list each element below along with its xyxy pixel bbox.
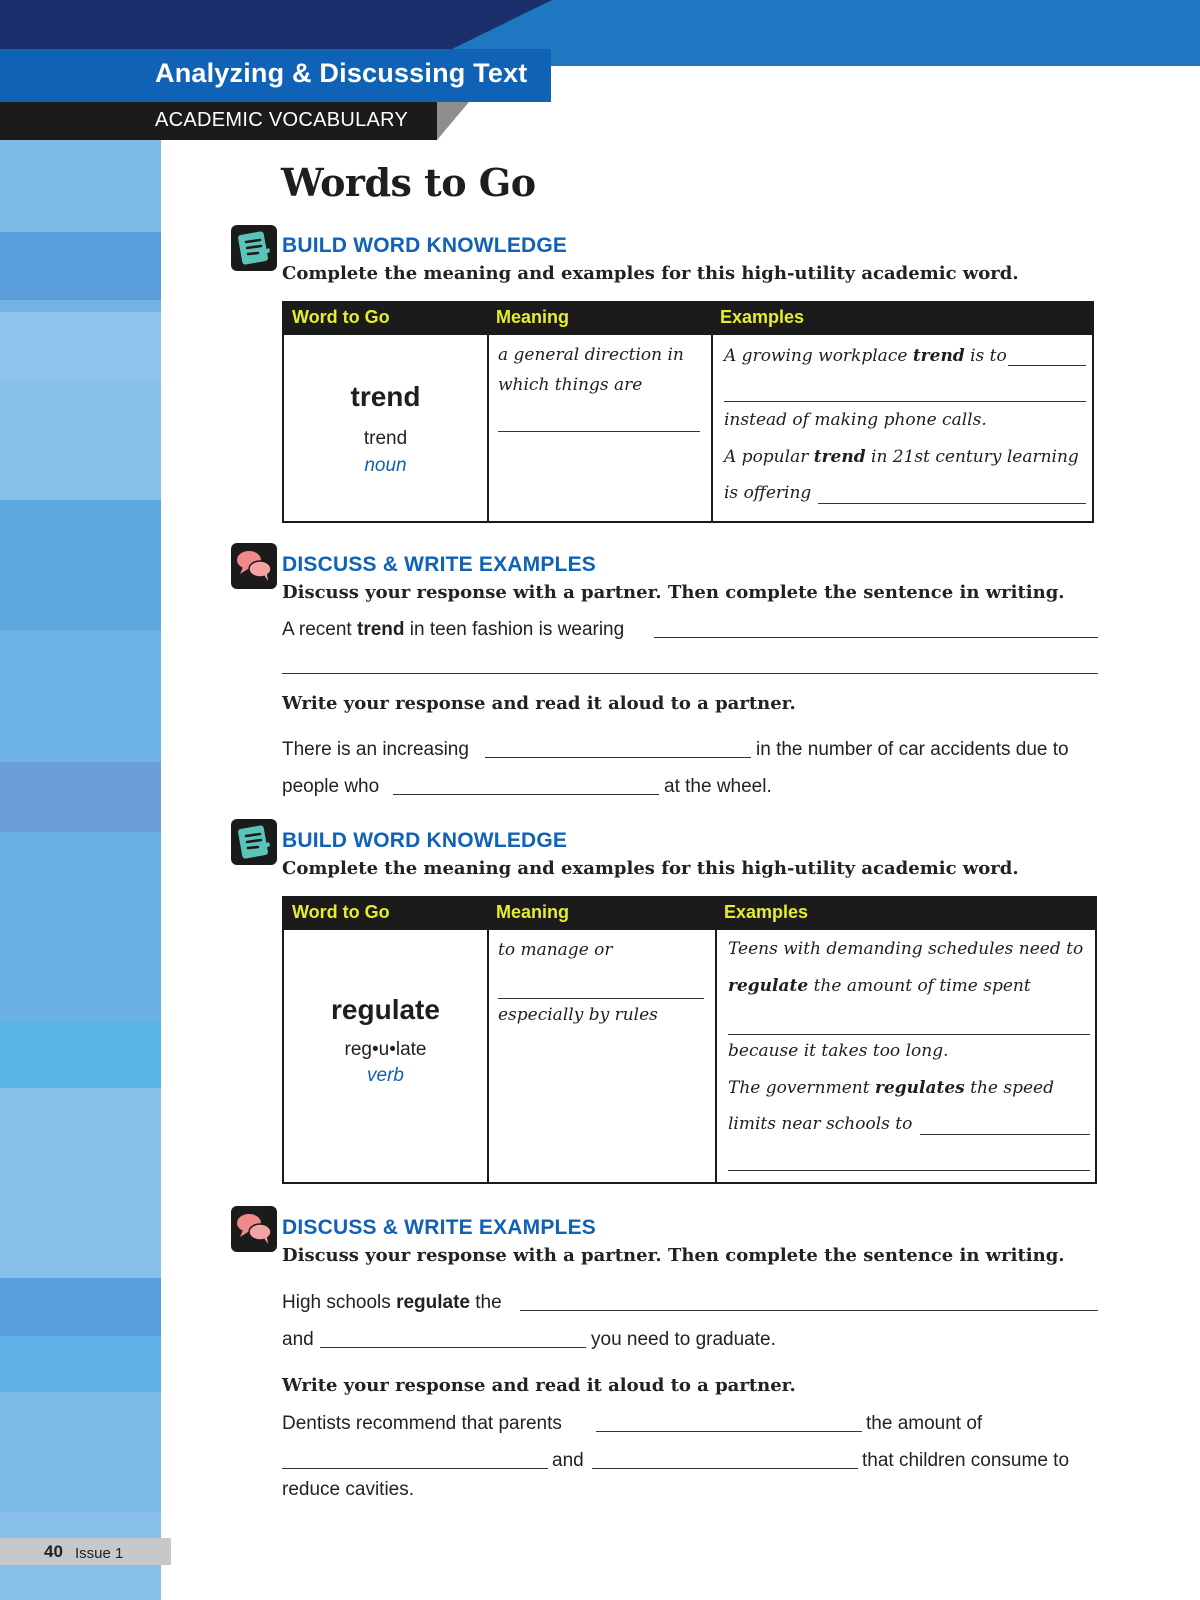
col-header-word: Word to Go [292,902,390,922]
notebook-icon [231,819,277,865]
frame-sentence-part: There is an increasing [282,739,469,760]
answer-line[interactable] [485,757,751,758]
answer-line[interactable] [320,1347,586,1348]
example-text: Teens with demanding schedules need to [728,939,1084,959]
col-header-meaning: Meaning [496,902,570,922]
frame-sentence-part: that children consume to [862,1450,1070,1471]
notebook-icon [231,225,277,271]
column-divider [487,303,489,521]
answer-line[interactable] [282,1468,548,1469]
example-blank[interactable] [818,503,1086,504]
header-subtitle: ACADEMIC VOCABULARY [155,109,409,131]
meaning-text: especially by rules [498,1005,658,1025]
section-heading: DISCUSS & WRITE EXAMPLES [282,1216,596,1239]
vocab-syllables: trend [363,428,408,449]
prompt-sentence: High schools regulate the [282,1292,502,1313]
vocab-word: trend [350,381,421,412]
col-header-examples: Examples [720,307,805,327]
section-heading: DISCUSS & WRITE EXAMPLES [282,553,596,576]
answer-line[interactable] [654,637,1098,638]
section-heading: BUILD WORD KNOWLEDGE [282,234,568,257]
example-text: A popular trend in 21st century learning [724,447,1079,467]
example-blank[interactable] [920,1134,1090,1135]
meaning-text: which things are [498,375,643,395]
example-text: regulate the amount of time spent [728,976,1031,996]
example-blank[interactable] [724,401,1086,402]
prompt-sentence-part: and [282,1329,314,1350]
frame-sentence-part: reduce cavities. [282,1479,415,1500]
header-subtitle-angle [437,102,469,140]
example-text: because it takes too long. [728,1041,949,1061]
example-blank[interactable] [1008,365,1086,366]
frame-sentence-part: Dentists recommend that parents [282,1413,562,1434]
example-text: instead of making phone calls. [724,410,987,430]
answer-line[interactable] [282,673,1098,674]
word-table-regulate [282,896,1097,1184]
section-instruction: Discuss your response with a partner. Then complete the sentence in writing. [282,582,1065,603]
speech-bubbles-icon [231,1206,277,1252]
answer-line[interactable] [596,1431,862,1432]
section-instruction: Write your response and read it aloud to a partner. [282,1375,796,1396]
issue-label: Issue 1 [75,1545,124,1562]
frame-sentence-part: and [552,1450,584,1471]
speech-bubbles-icon [231,543,277,589]
meaning-blank[interactable] [498,998,704,999]
example-text: is offering [724,483,812,503]
section-instruction: Complete the meaning and examples for this high-utility academic word. [282,858,1019,879]
frame-sentence-part: the amount of [866,1413,983,1434]
prompt-sentence-part: you need to graduate. [591,1329,776,1350]
page-title: Words to Go [281,160,536,205]
header-navy-block [0,0,452,49]
section-heading: BUILD WORD KNOWLEDGE [282,829,568,852]
column-divider [711,303,713,521]
table-header [284,303,1092,335]
col-header-meaning: Meaning [496,307,570,327]
example-blank[interactable] [728,1170,1090,1171]
header-navy-angle [452,0,552,49]
frame-sentence-part: people who [282,776,380,797]
vocab-word: regulate [331,994,440,1025]
vocab-part-of-speech: noun [364,455,407,476]
example-blank[interactable] [728,1034,1090,1035]
frame-sentence-part: in the number of car accidents due to [756,739,1069,760]
example-text: The government regulates the speed [728,1078,1054,1098]
vocab-part-of-speech: verb [367,1065,404,1086]
example-text: limits near schools to [728,1114,913,1134]
frame-sentence-part: at the wheel. [664,776,772,797]
answer-line[interactable] [592,1468,858,1469]
word-table-trend [282,301,1094,523]
column-divider [487,898,489,1182]
meaning-blank[interactable] [498,431,700,432]
section-instruction: Write your response and read it aloud to a partner. [282,693,796,714]
section-instruction: Complete the meaning and examples for this high-utility academic word. [282,263,1019,284]
section-instruction: Discuss your response with a partner. Then complete the sentence in writing. [282,1245,1065,1266]
meaning-text: to manage or [498,940,613,960]
answer-line[interactable] [520,1310,1098,1311]
header-title: Analyzing & Discussing Text [155,58,528,88]
prompt-sentence: A recent trend in teen fashion is wearing [282,619,625,640]
vocab-syllables: reg•u•late [344,1039,427,1060]
table-header [284,898,1095,930]
meaning-text: a general direction in [498,345,684,365]
answer-line[interactable] [393,794,659,795]
example-text: A growing workplace trend is to [724,346,1007,366]
col-header-word: Word to Go [292,307,390,327]
page-number: 40 [44,1542,63,1561]
col-header-examples: Examples [724,902,809,922]
column-divider [715,898,717,1182]
